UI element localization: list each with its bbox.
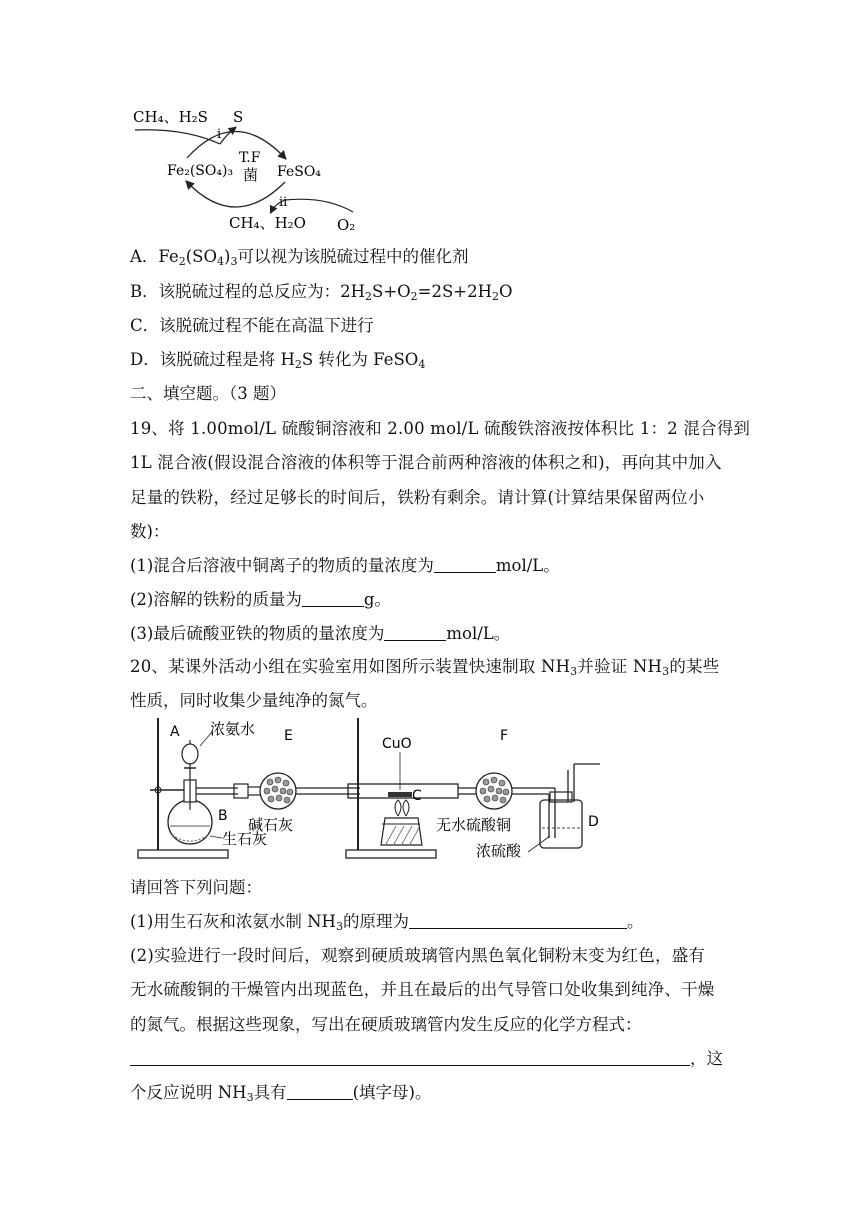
desulfurization-cycle-diagram [125,100,375,240]
q20-part-2-line-2: 无水硫酸铜的干燥管内出现蓝色，并且在最后的出气导管口处收集到纯净、干燥 [130,980,715,999]
cycle-input-bottom: O₂ [337,216,356,234]
label-soda-lime: 碱石灰 [248,816,294,834]
label-cuo: CuO [382,736,412,752]
option-b: B．该脱硫过程的总反应为：$2H_2S+O_2=2S+2H_2O$ [130,282,513,303]
label-d: D [588,814,599,830]
q20-part-2-line-4: ，这 [130,1047,723,1071]
stand-base-2 [346,850,436,858]
label-e: E [284,728,293,744]
q20-part-2-line-5: 个反应说明 $NH_3$具有 (填字母)。 [130,1083,432,1104]
q19-part-1: (1)混合后溶液中铜离子的物质的量浓度为 mol/L。 [130,556,560,575]
cycle-center-top: T.F [239,150,261,166]
cycle-arrow-in-top [135,130,220,144]
q20-line-1: 20、某课外活动小组在实验室用如图所示装置快速制取 $NH_3$并验证 $NH_3$的某些 [130,657,720,678]
q19-blank-3[interactable] [384,624,446,641]
cycle-right-species: FeSO₄ [277,164,321,180]
q19-line-3: 足量的铁粉，经过足够长的时间后，铁粉有剩余。请计算(计算结果保留两位小 [130,488,705,507]
option-d: D．该脱硫过程是将 $H_2S$ 转化为 FeSO$_4$ [130,350,426,371]
q20-part-2-line-3: 的氮气。根据这些现象，写出在硬质玻璃管内发生反应的化学方程式： [130,1015,642,1034]
stand-base-1 [138,850,228,858]
cycle-arrow-out-top [220,128,235,144]
q19-blank-1[interactable] [434,556,496,573]
q20-line-2: 性质，同时收集少量纯净的氮气。 [130,691,378,710]
section-heading: 二、填空题。（3 题） [130,384,286,403]
label-ammonia: 浓氨水 [210,720,256,738]
q19-blank-2[interactable] [302,590,364,607]
option-c: C．该脱硫过程不能在高温下进行 [130,316,374,335]
label-quicklime: 生石灰 [222,830,268,848]
q20-part-2-line-1: (2)实验进行一段时间后，观察到硬质玻璃管内黑色氧化铜粉末变为红色，盛有 [130,946,706,965]
label-h2so4: 浓硫酸 [476,842,522,860]
cycle-output-bottom: CH₄、H₂O [229,214,306,232]
q19-part-3: (3)最后硫酸亚铁的物质的量浓度为 mol/L。 [130,624,511,643]
wash-bottle-d [540,800,582,848]
q20-ask: 请回答下列问题： [130,878,262,897]
cycle-arc-bottom [187,182,285,207]
label-a: A [170,724,180,740]
label-cuso4: 无水硫酸铜 [436,816,512,834]
label-f: F [500,728,509,744]
q19-line-2: 1L 混合液(假设混合溶液的体积等于混合前两种溶液的体积之和)，再向其中加入 [130,453,722,472]
q20-blank-1[interactable] [409,912,627,929]
q19-part-2: (2)溶解的铁粉的质量为 g。 [130,590,391,609]
option-a: A．$Fe_2(SO_4)_3$可以视为该脱硫过程中的催化剂 [130,247,469,268]
label-c: C [412,788,422,804]
cycle-center-bottom: 菌 [243,166,259,184]
q20-blank-property[interactable] [287,1083,353,1100]
alcohol-lamp [381,818,422,845]
q19-line-4: 数)： [130,522,170,541]
label-b: B [218,808,228,824]
q20-part-1: (1)用生石灰和浓氨水制 $NH_3$的原理为 。 [130,912,644,933]
cycle-input-top: CH₄、H₂S [133,108,208,126]
q19-line-1: 19、将 1.00mol/L 硫酸铜溶液和 2.00 mol/L 硫酸铁溶液按体积比 1：2 混合得到 [130,419,751,438]
cycle-step-2: ii [279,195,288,210]
cycle-arrow-in-bottom [285,199,353,212]
cycle-output-top: S [233,108,244,126]
cycle-left-species: Fe₂(SO₄)₃ [167,163,234,179]
apparatus-diagram [130,710,610,870]
cycle-step-1: i [217,127,222,142]
separatory-funnel-a [182,744,198,764]
cycle-arc-top [187,132,285,159]
q20-blank-equation[interactable] [130,1049,690,1066]
